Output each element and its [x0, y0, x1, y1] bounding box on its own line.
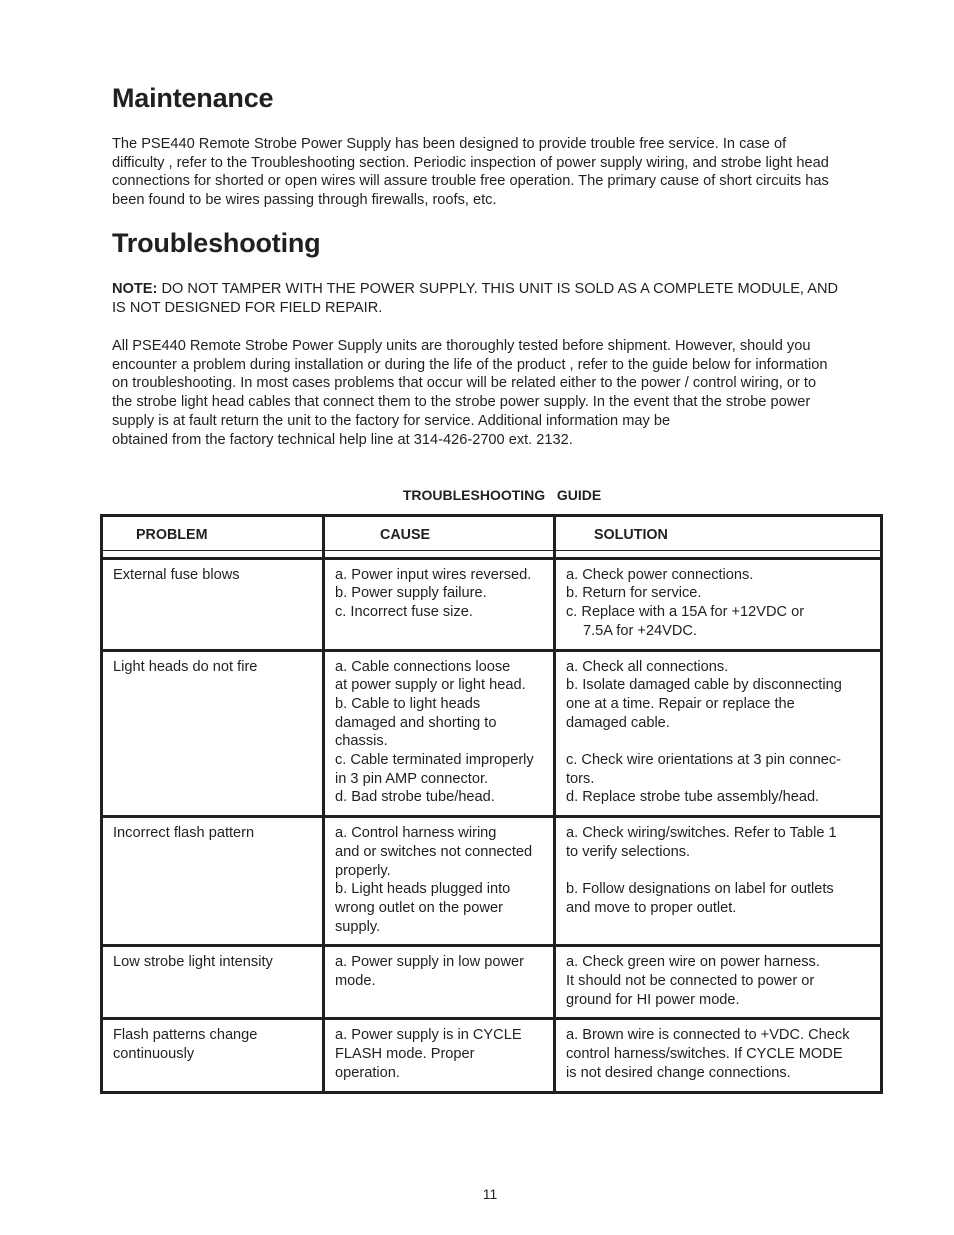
- spacer-cell: [324, 550, 555, 558]
- cause-line: c. Incorrect fuse size.: [335, 604, 473, 621]
- troubleshooting-heading: Troubleshooting: [112, 228, 321, 258]
- solution-line: It should not be connected to power or: [566, 973, 815, 990]
- cause-line: damaged and shorting to: [335, 714, 497, 731]
- table-row: [102, 650, 882, 817]
- solution-line: b. Return for service.: [566, 585, 702, 602]
- solution-line: is not desired change connections.: [566, 1064, 791, 1081]
- solution-cell: [555, 650, 882, 817]
- solution-line: [566, 732, 872, 751]
- maintenance-line: connections for shorted or open wires will assure trouble free operation. The primary cause of short circuits has: [112, 173, 829, 190]
- troubleshooting-line: encounter a problem during installation or during the life of the product , refer to the guide below for information: [112, 356, 828, 373]
- cause-line: c. Cable terminated improperly: [335, 752, 534, 769]
- solution-cell: [555, 817, 882, 946]
- cause-line: b. Light heads plugged into: [335, 881, 511, 898]
- maintenance-line: difficulty , refer to the Troubleshooting section. Periodic inspection of power supply wiring, and strobe light head: [112, 154, 829, 171]
- table-row: [102, 1019, 882, 1092]
- cause-line: properly.: [335, 862, 391, 879]
- cause-line: a. Power supply is in CYCLE: [335, 1027, 522, 1044]
- spacer-cell: [102, 550, 324, 558]
- note-label: NOTE:: [112, 281, 158, 297]
- header-solution: SOLUTION: [555, 516, 882, 551]
- solution-line: [566, 862, 872, 881]
- cause-line: FLASH mode. Proper: [335, 1046, 475, 1063]
- problem-line: continuously: [113, 1046, 195, 1063]
- solution-line: c. Replace with a 15A for +12VDC or: [566, 604, 805, 621]
- solution-line: ground for HI power mode.: [566, 991, 740, 1008]
- problem-line: Incorrect flash pattern: [113, 825, 255, 842]
- cause-line: in 3 pin AMP connector.: [335, 770, 489, 787]
- solution-line: a. Brown wire is connected to +VDC. Check: [566, 1027, 850, 1044]
- note-text: DO NOT TAMPER WITH THE POWER SUPPLY. THIS UNIT IS SOLD AS A COMPLETE MODULE, AND: [157, 281, 839, 297]
- maintenance-paragraph: [112, 135, 882, 210]
- troubleshooting-line: obtained from the factory technical help line at 314-426-2700 ext. 2132.: [112, 431, 573, 448]
- cause-cell: [324, 650, 555, 817]
- cause-line: b. Power supply failure.: [335, 585, 487, 602]
- table-header-spacer: [102, 550, 882, 558]
- solution-line: 7.5A for +24VDC.: [583, 622, 697, 639]
- problem-cell: [102, 1019, 324, 1092]
- maintenance-line: been found to be wires passing through firewalls, roofs, etc.: [112, 192, 497, 209]
- solution-line: one at a time. Repair or replace the: [566, 695, 795, 712]
- table-header-row: [102, 516, 882, 551]
- problem-cell: [102, 817, 324, 946]
- solution-cell: [555, 946, 882, 1019]
- problem-cell: [102, 650, 324, 817]
- cause-line: supply.: [335, 918, 381, 935]
- table-row: [102, 817, 882, 946]
- cause-line: b. Cable to light heads: [335, 695, 481, 712]
- note-line: IS NOT DESIGNED FOR FIELD REPAIR.: [112, 299, 383, 316]
- solution-line: d. Replace strobe tube assembly/head.: [566, 789, 820, 806]
- troubleshooting-paragraph: [112, 337, 882, 449]
- cause-cell: [324, 946, 555, 1019]
- spacer-cell: [555, 550, 882, 558]
- cause-line: wrong outlet on the power: [335, 899, 503, 916]
- solution-cell: [555, 1019, 882, 1092]
- cause-line: a. Power input wires reversed.: [335, 566, 532, 583]
- solution-cell: [555, 558, 882, 650]
- solution-line: a. Check green wire on power harness.: [566, 954, 820, 971]
- guide-title: TROUBLESHOOTING GUIDE: [402, 487, 602, 503]
- cause-line: mode.: [335, 973, 376, 990]
- solution-line: a. Check wiring/switches. Refer to Table 1: [566, 825, 837, 842]
- cause-line: chassis.: [335, 733, 388, 750]
- solution-line: b. Isolate damaged cable by disconnecting: [566, 677, 842, 694]
- problem-cell: [102, 946, 324, 1019]
- problem-line: Light heads do not fire: [113, 658, 258, 675]
- solution-line: damaged cable.: [566, 714, 670, 731]
- cause-line: d. Bad strobe tube/head.: [335, 789, 495, 806]
- cause-line: operation.: [335, 1064, 400, 1081]
- solution-line: control harness/switches. If CYCLE MODE: [566, 1046, 843, 1063]
- cause-cell: [324, 558, 555, 650]
- maintenance-line: The PSE440 Remote Strobe Power Supply has been designed to provide trouble free service. In case of: [112, 136, 787, 152]
- cause-cell: [324, 817, 555, 946]
- header-problem: PROBLEM: [102, 516, 324, 551]
- troubleshooting-note: [112, 280, 882, 317]
- problem-cell: [102, 558, 324, 650]
- cause-line: and or switches not connected: [335, 843, 533, 860]
- solution-line: c. Check wire orientations at 3 pin connec-: [566, 752, 841, 769]
- cause-line: at power supply or light head.: [335, 677, 526, 694]
- troubleshooting-line: on troubleshooting. In most cases problems that occur will be related either to the power / control wiring, or to: [112, 375, 817, 392]
- troubleshooting-line: All PSE440 Remote Strobe Power Supply units are thoroughly tested before shipment. However, should you: [112, 338, 811, 354]
- solution-line: a. Check all connections.: [566, 658, 729, 675]
- troubleshooting-line: supply is at fault return the unit to the factory for service. Additional information may be: [112, 412, 671, 429]
- problem-line: External fuse blows: [113, 566, 240, 583]
- table-row: [102, 946, 882, 1019]
- troubleshooting-line: the strobe light head cables that connect them to the strobe power supply. In the event that the strobe power: [112, 394, 811, 411]
- header-cause: CAUSE: [324, 516, 555, 551]
- troubleshooting-guide-table: [100, 514, 883, 1094]
- problem-line: Low strobe light intensity: [113, 954, 273, 971]
- solution-line: b. Follow designations on label for outlets: [566, 881, 834, 898]
- page-number: 11: [482, 1186, 498, 1202]
- problem-line: Flash patterns change: [113, 1027, 258, 1044]
- cause-line: a. Control harness wiring: [335, 825, 497, 842]
- solution-line: to verify selections.: [566, 843, 691, 860]
- table-row: [102, 558, 882, 650]
- solution-line: a. Check power connections.: [566, 566, 754, 583]
- cause-line: a. Power supply in low power: [335, 954, 524, 971]
- note-line: [112, 280, 882, 299]
- solution-line: tors.: [566, 770, 595, 787]
- maintenance-heading: Maintenance: [112, 83, 274, 113]
- cause-cell: [324, 1019, 555, 1092]
- cause-line: a. Cable connections loose: [335, 658, 511, 675]
- solution-line: and move to proper outlet.: [566, 899, 737, 916]
